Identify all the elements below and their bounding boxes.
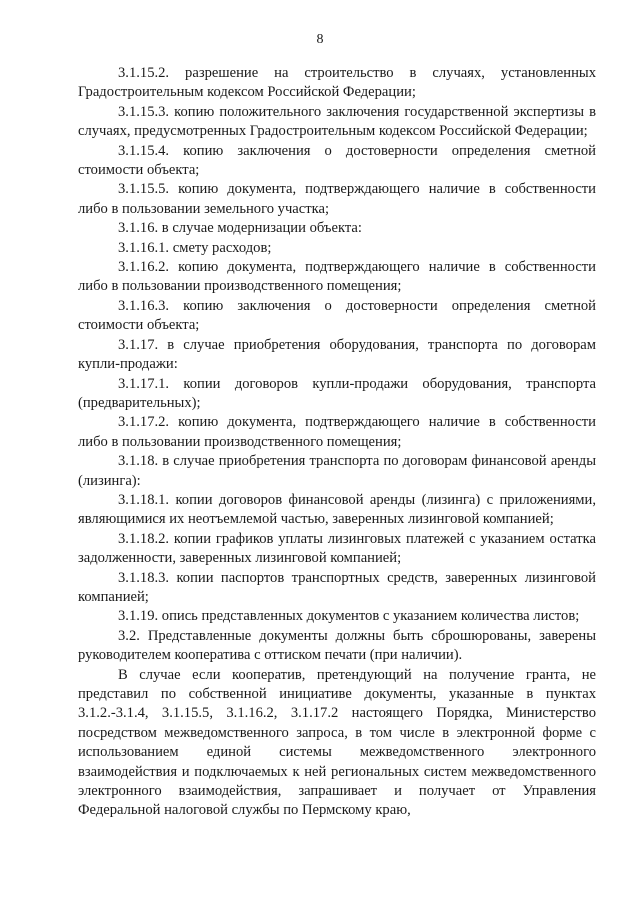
paragraph-3-1-15-5: 3.1.15.5. копию документа, подтверждающего наличие в собственности либо в пользовании земельного участка; <box>78 181 596 217</box>
paragraph-3-1-18-1: 3.1.18.1. копии договоров финансовой аренды (лизинга) с приложениями, являющимися их неотъемлемой частью, заверенных лизинговой компанией; <box>78 491 596 528</box>
paragraph-3-1-16-1: 3.1.16.1. смету расходов; <box>118 239 272 256</box>
paragraph-interagency-request: В случае если кооператив, претендующий на получение гранта, не представил по собственной инициативе документы, указанные в пунктах 3.1.2.-3.1.4, 3.1.15.5, 3.1.16.2, 3.1.17.2 настоящего Порядка, Министерство посредством межведомственного запроса, в том числе в электронной форме с использованием единой системы межведомственного электронного взаимодействия и подключаемых к ней региональных систем межведомственного электронного взаимодействия, запрашивает и получает от Управления Федеральной налоговой службы по Пермскому краю, <box>78 666 596 819</box>
paragraph-3-1-17: 3.1.17. в случае приобретения оборудования, транспорта по договорам купли-продажи: <box>78 336 596 373</box>
page-number: 8 <box>316 32 324 47</box>
paragraph-3-1-18: 3.1.18. в случае приобретения транспорта по договорам финансовой аренды (лизинга): <box>78 453 596 489</box>
paragraph-3-1-18-2: 3.1.18.2. копии графиков уплаты лизинговых платежей с указанием остатка задолженности, заверенных лизинговой компанией; <box>78 530 596 567</box>
paragraph-3-2: 3.2. Представленные документы должны быть сброшюрованы, заверены руководителем кооператива с оттиском печати (при наличии). <box>78 627 596 664</box>
paragraph-3-1-15-3: 3.1.15.3. копию положительного заключения государственной экспертизы в случаях, предусмотренных Градостроительным кодексом Российской Федерации; <box>78 103 596 140</box>
document-body <box>78 64 596 821</box>
paragraph-3-1-18-3: 3.1.18.3. копии паспортов транспортных средств, заверенных лизинговой компанией; <box>78 569 596 605</box>
paragraph-3-1-19: 3.1.19. опись представленных документов с указанием количества листов; <box>118 608 580 625</box>
paragraph-3-1-16-3: 3.1.16.3. копию заключения о достоверности определения сметной стоимости объекта; <box>78 297 596 334</box>
paragraph-3-1-17-2: 3.1.17.2. копию документа, подтверждающего наличие в собственности либо в пользовании производственного помещения; <box>78 414 596 450</box>
paragraph-3-1-17-1: 3.1.17.1. копии договоров купли-продажи оборудования, транспорта (предварительных); <box>78 375 596 411</box>
paragraph-3-1-16-2: 3.1.16.2. копию документа, подтверждающего наличие в собственности либо в пользовании производственного помещения; <box>78 259 596 295</box>
paragraph-3-1-15-2: 3.1.15.2. разрешение на строительство в случаях, установленных Градостроительным кодексом Российской Федерации; <box>78 65 596 101</box>
paragraph-3-1-16: 3.1.16. в случае модернизации объекта: <box>118 220 362 237</box>
paragraph-3-1-15-4: 3.1.15.4. копию заключения о достоверности определения сметной стоимости объекта; <box>78 142 596 179</box>
